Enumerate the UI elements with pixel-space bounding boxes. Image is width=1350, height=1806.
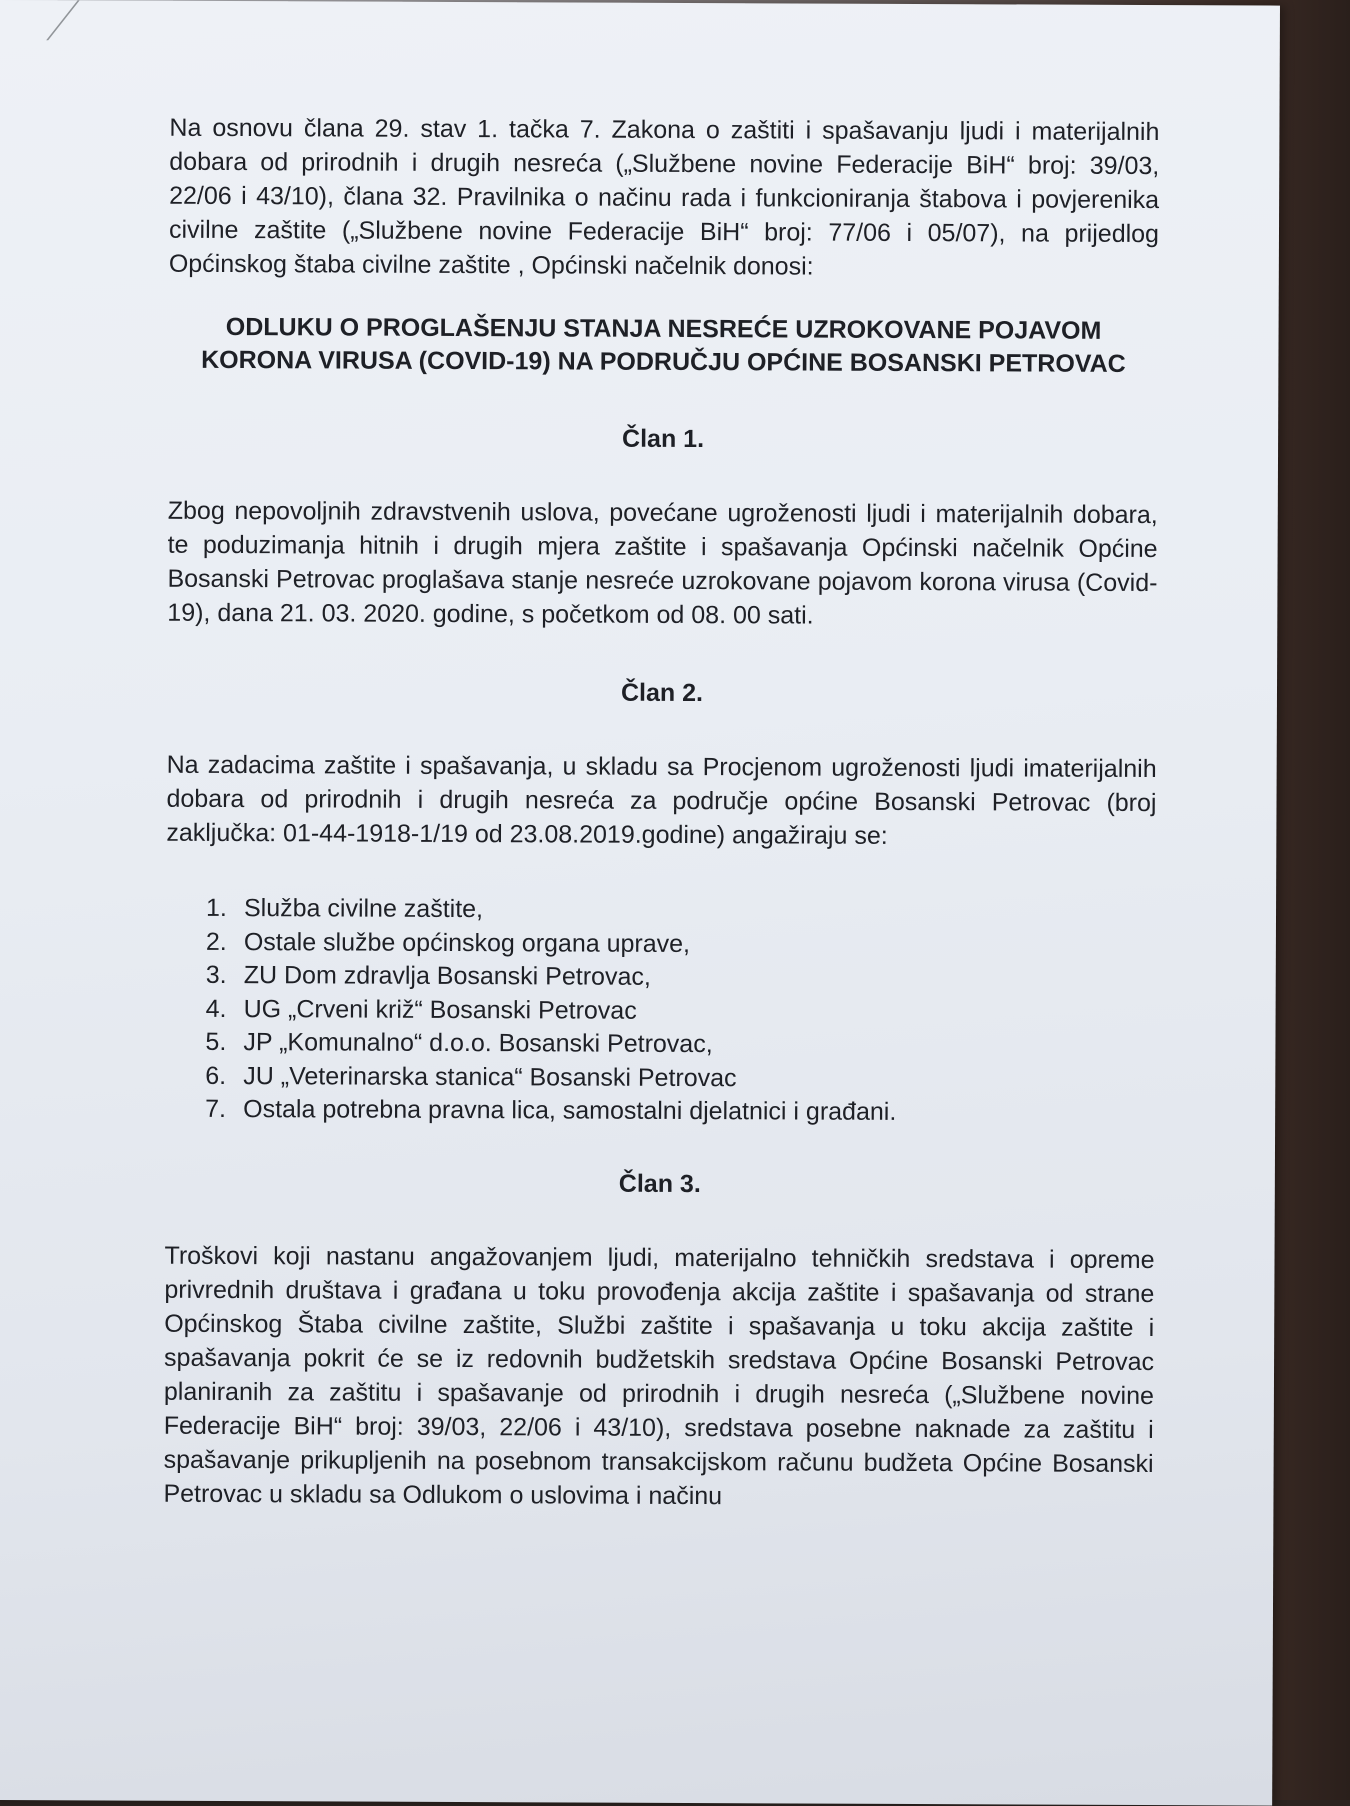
list-item-text: Ostala potrebna pravna lica, samostalni djelatnici i građani. xyxy=(243,1095,897,1126)
list-item-number: 3. xyxy=(205,960,227,989)
list-item xyxy=(206,959,1156,997)
article-1-heading: Član 1. xyxy=(622,424,705,454)
list-item-text: JP „Komunalno“ d.o.o. Bosanski Petrovac, xyxy=(243,1028,713,1059)
list-item-text: ZU Dom zdravlja Bosanski Petrovac, xyxy=(243,961,651,991)
list-item xyxy=(206,925,1156,963)
list-item-number: 6. xyxy=(205,1061,227,1090)
intro-paragraph: Na osnovu člana 29. stav 1. tačka 7. Zakona o zaštiti i spašavanju ljudi i materijalnih dobara od prirodnih i drugih nesreća („Službene novine Federacije BiH“ broj: 39/03, 22/06 i 43/10), člana 32. Pravilnika o načinu rada i funkcioniranja štabova i povjerenika civilne zaštite („Službene novine Federacije BiH“ broj: 77/06 i 05/07), na prijedlog Općinskog štaba civilne zaštite , Općinski načelnik donosi: xyxy=(168,113,1160,281)
list-item-number: 7. xyxy=(205,1094,227,1123)
list-item xyxy=(205,1059,1155,1097)
document-body xyxy=(163,111,1159,1515)
list-item-text: Služba civilne zaštite, xyxy=(243,894,484,924)
list-item-text: UG „Crveni križ“ Bosanski Petrovac xyxy=(243,994,637,1025)
list-item-number: 2. xyxy=(205,927,227,956)
list-item-number: 4. xyxy=(205,994,227,1023)
article-2-heading: Član 2. xyxy=(620,678,704,708)
article-1-text: Zbog nepovoljnih zdravstvenih uslova, povećane ugroženosti ljudi i materijalnih dobara, te poduzimanja hitnih i drugih mjera zaštite i spašavanja Općinski načelnik Općine Bosanski Petrovac proglašava stanje nesreće uzrokovane pojavom korona virusa (Covid-19), dana 21. 03. 2020. godine, s početkom od 08. 00 sati. xyxy=(167,496,1158,630)
decision-title: ODLUKU O PROGLAŠENJU STANJA NESREĆE UZROKOVANE POJAVOM KORONA VIRUSA (COVID-19) NA PODRUČJU OPĆINE BOSANSKI PETROVAC xyxy=(201,312,1126,378)
article-3-text: Troškovi koji nastanu angažovanjem ljudi, materijalno tehničkih sredstava i opreme privrednih društava i građana u toku provođenja akcija zaštite i spašavanja od strane Općinskog Štaba civilne zaštite, Službi zaštite i spašavanja u toku akcija zaštite i spašavanja pokrit će se iz redovnih budžetskih sredstava Općine Bosanski Petrovac planiranih za zaštitu i spašavanje od prirodnih i drugih nesreća („Službene novine Federacije BiH“ broj: 39/03, 22/06 i 43/10), sredstava posebne naknade za zaštitu i spašavanje prikupljenih na posebnom transakcijskom računu budžeta Općine Bosanski Petrovac u skladu sa Odlukom o uslovima i načinu xyxy=(163,1241,1155,1510)
list-item xyxy=(205,1093,1155,1131)
list-item-number: 1. xyxy=(205,893,227,922)
list-item xyxy=(205,1026,1155,1064)
list-item-number: 5. xyxy=(205,1027,227,1056)
list-item-text: Ostale službe općinskog organa uprave, xyxy=(243,927,691,958)
list-item xyxy=(206,892,1156,930)
corner-fold-mark xyxy=(6,0,79,40)
article-2-text: Na zadacima zaštite i spašavanja, u skladu sa Procjenom ugroženosti ljudi imaterijalnih dobara od prirodnih i drugih nesreća za područje općine Bosanski Petrovac (broj zaključka: 01-44-1918-1/19 od 23.08.2019.godine) angažiraju se: xyxy=(166,750,1157,850)
article-3-heading: Član 3. xyxy=(618,1169,701,1198)
list-item-text: JU „Veterinarska stanica“ Bosanski Petrovac xyxy=(243,1061,737,1092)
engaged-services-list xyxy=(205,892,1156,1131)
list-item xyxy=(206,992,1156,1030)
